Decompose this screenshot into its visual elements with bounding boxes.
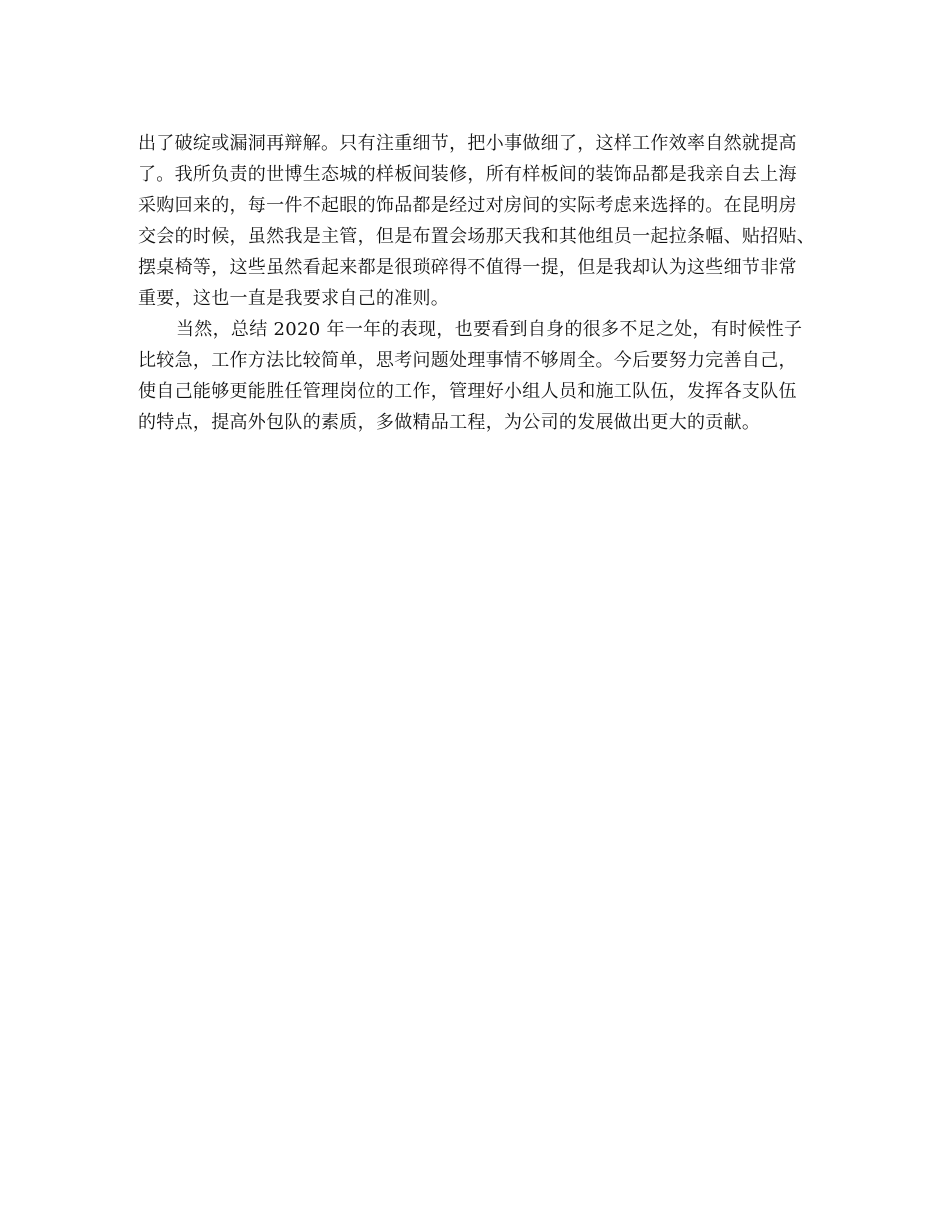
text-line: 了。我所负责的世博生态城的样板间装修，所有样板间的装饰品都是我亲自去上海	[138, 164, 797, 185]
text-line: 采购回来的，每一件不起眼的饰品都是经过对房间的实际考虑来选择的。在昆明房	[138, 195, 797, 216]
text-line: 交会的时候，虽然我是主管，但是布置会场那天我和其他组员一起拉条幅、贴招贴、	[138, 226, 816, 247]
text-line: 的特点，提高外包队的素质，多做精品工程，为公司的发展做出更大的贡献。	[138, 412, 761, 433]
paragraph-1	[138, 128, 828, 314]
text-line: 出了破绽或漏洞再辩解。只有注重细节，把小事做细了，这样工作效率自然就提高	[138, 133, 797, 154]
text-line: 比较急，工作方法比较简单，思考问题处理事情不够周全。今后要努力完善自己，	[138, 350, 797, 371]
text-line: 当然，总结 2020 年一年的表现，也要看到自身的很多不足之处，有时候性子	[176, 319, 803, 340]
text-line: 摆桌椅等，这些虽然看起来都是很琐碎得不值得一提，但是我却认为这些细节非常	[138, 257, 797, 278]
paragraph-2	[138, 314, 828, 438]
text-line: 重要，这也一直是我要求自己的准则。	[138, 288, 450, 309]
document-body	[138, 128, 828, 438]
text-line: 使自己能够更能胜任管理岗位的工作，管理好小组人员和施工队伍，发挥各支队伍	[138, 381, 797, 402]
